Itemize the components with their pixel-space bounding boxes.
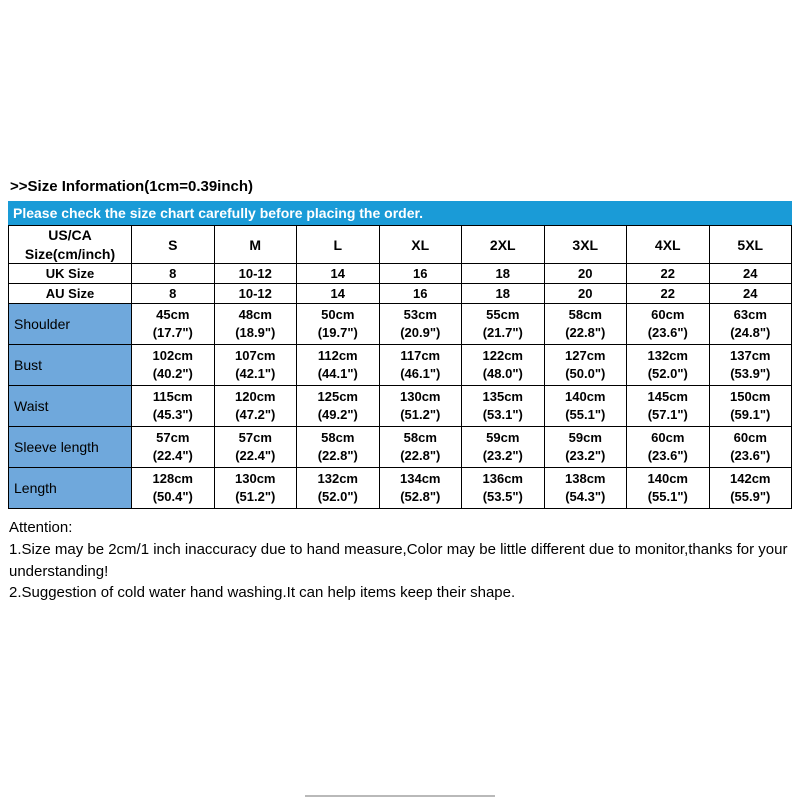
measurement-row-sleeve-length <box>9 427 792 468</box>
size-header-cell: L <box>297 226 380 264</box>
measurement-cell <box>709 427 792 468</box>
uk-size-label: UK Size <box>9 264 132 284</box>
uk-size-cell: 8 <box>132 264 215 284</box>
inch-value: (20.9") <box>400 325 441 340</box>
inch-value: (40.2") <box>152 366 193 381</box>
au-size-cell: 18 <box>462 284 545 304</box>
inch-value: (55.1") <box>647 489 688 504</box>
inch-value: (45.3") <box>152 407 193 422</box>
cm-value: 125cm <box>317 389 358 405</box>
measurement-cell <box>627 427 710 468</box>
size-header-cell: S <box>132 226 215 264</box>
corner-header-cell <box>9 226 132 264</box>
inch-value: (23.6") <box>730 448 771 463</box>
measurement-cell <box>297 345 380 386</box>
measurement-cell <box>709 304 792 345</box>
measurement-cell <box>462 427 545 468</box>
cm-value: 120cm <box>235 389 276 405</box>
inch-value: (23.6") <box>647 325 688 340</box>
cm-value: 60cm <box>733 430 767 446</box>
cm-value: 48cm <box>238 307 272 323</box>
uk-size-cell: 18 <box>462 264 545 284</box>
cm-value: 138cm <box>565 471 606 487</box>
measurement-cell <box>462 468 545 509</box>
au-size-cell: 10-12 <box>214 284 297 304</box>
measurement-label: Waist <box>9 386 132 427</box>
inch-value: (22.4") <box>152 448 193 463</box>
inch-value: (17.7") <box>152 325 193 340</box>
cm-value: 142cm <box>730 471 771 487</box>
measurement-cell <box>214 427 297 468</box>
cm-value: 102cm <box>152 348 193 364</box>
inch-value: (50.4") <box>152 489 193 504</box>
cm-value: 45cm <box>156 307 190 323</box>
corner-header-line2: Size(cm/inch) <box>24 245 116 262</box>
inch-value: (49.2") <box>317 407 358 422</box>
measurement-cell <box>379 304 462 345</box>
cm-value: 140cm <box>565 389 606 405</box>
inch-value: (46.1") <box>400 366 441 381</box>
measurement-row-bust <box>9 345 792 386</box>
cm-value: 107cm <box>235 348 276 364</box>
measurement-label: Sleeve length <box>9 427 132 468</box>
inch-value: (23.2") <box>482 448 523 463</box>
uk-size-row <box>9 264 792 284</box>
cm-value: 117cm <box>400 348 441 364</box>
inch-value: (53.9") <box>730 366 771 381</box>
inch-value: (23.2") <box>565 448 606 463</box>
cm-value: 57cm <box>238 430 272 446</box>
measurement-cell <box>297 468 380 509</box>
inch-value: (19.7") <box>317 325 358 340</box>
inch-value: (57.1") <box>647 407 688 422</box>
inch-value: (47.2") <box>235 407 276 422</box>
cm-value: 130cm <box>400 389 441 405</box>
inch-value: (55.9") <box>730 489 771 504</box>
measurement-cell <box>544 427 627 468</box>
uk-size-cell: 22 <box>627 264 710 284</box>
measurement-cell <box>627 386 710 427</box>
measurement-cell <box>132 304 215 345</box>
measurement-label: Shoulder <box>9 304 132 345</box>
bottom-divider <box>305 795 495 797</box>
cm-value: 128cm <box>152 471 193 487</box>
measurement-cell <box>709 386 792 427</box>
uk-size-cell: 24 <box>709 264 792 284</box>
measurement-cell <box>297 304 380 345</box>
cm-value: 137cm <box>730 348 771 364</box>
measurement-cell <box>214 304 297 345</box>
cm-value: 140cm <box>647 471 688 487</box>
inch-value: (48.0") <box>482 366 523 381</box>
inch-value: (44.1") <box>317 366 358 381</box>
cm-value: 58cm <box>568 307 602 323</box>
size-information-panel <box>8 176 792 604</box>
cm-value: 132cm <box>647 348 688 364</box>
measurement-cell <box>709 345 792 386</box>
uk-size-cell: 14 <box>297 264 380 284</box>
cm-value: 57cm <box>156 430 190 446</box>
measurement-row-length <box>9 468 792 509</box>
measurement-cell <box>132 386 215 427</box>
cm-value: 136cm <box>482 471 523 487</box>
cm-value: 112cm <box>317 348 358 364</box>
cm-value: 150cm <box>730 389 771 405</box>
uk-size-cell: 20 <box>544 264 627 284</box>
size-header-cell: M <box>214 226 297 264</box>
cm-value: 55cm <box>486 307 520 323</box>
size-chart-table <box>8 225 792 509</box>
attention-title: Attention: <box>9 519 73 536</box>
inch-value: (23.6") <box>647 448 688 463</box>
au-size-cell: 16 <box>379 284 462 304</box>
cm-value: 58cm <box>403 430 437 446</box>
inch-value: (51.2") <box>235 489 276 504</box>
measurement-cell <box>462 345 545 386</box>
au-size-cell: 24 <box>709 284 792 304</box>
measurement-cell <box>297 386 380 427</box>
size-header-cell: 2XL <box>462 226 545 264</box>
au-size-row <box>9 284 792 304</box>
uk-size-cell: 16 <box>379 264 462 284</box>
au-size-cell: 22 <box>627 284 710 304</box>
measurement-cell <box>709 468 792 509</box>
cm-value: 63cm <box>733 307 767 323</box>
measurement-cell <box>132 345 215 386</box>
inch-value: (22.4") <box>235 448 276 463</box>
measurement-cell <box>132 468 215 509</box>
measurement-cell <box>627 304 710 345</box>
cm-value: 58cm <box>321 430 355 446</box>
inch-value: (22.8") <box>400 448 441 463</box>
inch-value: (53.5") <box>482 489 523 504</box>
measurement-cell <box>214 386 297 427</box>
cm-value: 122cm <box>482 348 523 364</box>
inch-value: (52.0") <box>317 489 358 504</box>
measurement-cell <box>544 386 627 427</box>
inch-value: (50.0") <box>565 366 606 381</box>
cm-value: 59cm <box>568 430 602 446</box>
attention-line2: 2.Suggestion of cold water hand washing.It can help items keep their shape. <box>9 584 516 602</box>
inch-value: (52.0") <box>647 366 688 381</box>
inch-value: (54.3") <box>565 489 606 504</box>
size-header-cell: 5XL <box>709 226 792 264</box>
cm-value: 132cm <box>317 471 358 487</box>
inch-value: (22.8") <box>565 325 606 340</box>
size-chart-notice-banner: Please check the size chart carefully before placing the order. <box>8 201 792 225</box>
measurement-cell <box>627 345 710 386</box>
cm-value: 59cm <box>486 430 520 446</box>
measurement-cell <box>544 468 627 509</box>
measurement-row-shoulder <box>9 304 792 345</box>
corner-header-line1: US/CA <box>48 227 92 244</box>
measurement-cell <box>627 468 710 509</box>
measurement-cell <box>214 345 297 386</box>
measurement-cell <box>379 427 462 468</box>
measurement-row-waist <box>9 386 792 427</box>
cm-value: 60cm <box>651 430 685 446</box>
inch-value: (51.2") <box>400 407 441 422</box>
cm-value: 145cm <box>647 389 688 405</box>
au-size-label: AU Size <box>9 284 132 304</box>
measurement-label: Length <box>9 468 132 509</box>
measurement-label: Bust <box>9 345 132 386</box>
cm-value: 130cm <box>235 471 276 487</box>
inch-value: (22.8") <box>317 448 358 463</box>
measurement-cell <box>544 345 627 386</box>
measurement-cell <box>379 386 462 427</box>
measurement-cell <box>379 345 462 386</box>
inch-value: (18.9") <box>235 325 276 340</box>
size-header-row <box>9 226 792 264</box>
inch-value: (53.1") <box>482 407 523 422</box>
cm-value: 50cm <box>321 307 355 323</box>
attention-section <box>8 517 792 604</box>
measurement-cell <box>297 427 380 468</box>
measurement-cell <box>214 468 297 509</box>
au-size-cell: 14 <box>297 284 380 304</box>
uk-size-cell: 10-12 <box>214 264 297 284</box>
inch-value: (42.1") <box>235 366 276 381</box>
inch-value: (55.1") <box>565 407 606 422</box>
measurement-cell <box>379 468 462 509</box>
size-information-title: >>Size Information(1cm=0.39inch) <box>10 178 253 195</box>
cm-value: 127cm <box>565 348 606 364</box>
attention-line1: 1.Size may be 2cm/1 inch inaccuracy due to hand measure,Color may be little different due to monitor,thanks for your understanding! <box>9 540 788 580</box>
cm-value: 134cm <box>400 471 441 487</box>
size-header-cell: XL <box>379 226 462 264</box>
au-size-cell: 8 <box>132 284 215 304</box>
size-header-cell: 4XL <box>627 226 710 264</box>
inch-value: (21.7") <box>482 325 523 340</box>
inch-value: (52.8") <box>400 489 441 504</box>
cm-value: 53cm <box>403 307 437 323</box>
inch-value: (59.1") <box>730 407 771 422</box>
au-size-cell: 20 <box>544 284 627 304</box>
measurement-cell <box>462 304 545 345</box>
cm-value: 60cm <box>651 307 685 323</box>
inch-value: (24.8") <box>730 325 771 340</box>
measurement-cell <box>544 304 627 345</box>
measurement-cell <box>462 386 545 427</box>
measurement-cell <box>132 427 215 468</box>
cm-value: 115cm <box>152 389 193 405</box>
cm-value: 135cm <box>482 389 523 405</box>
size-header-cell: 3XL <box>544 226 627 264</box>
